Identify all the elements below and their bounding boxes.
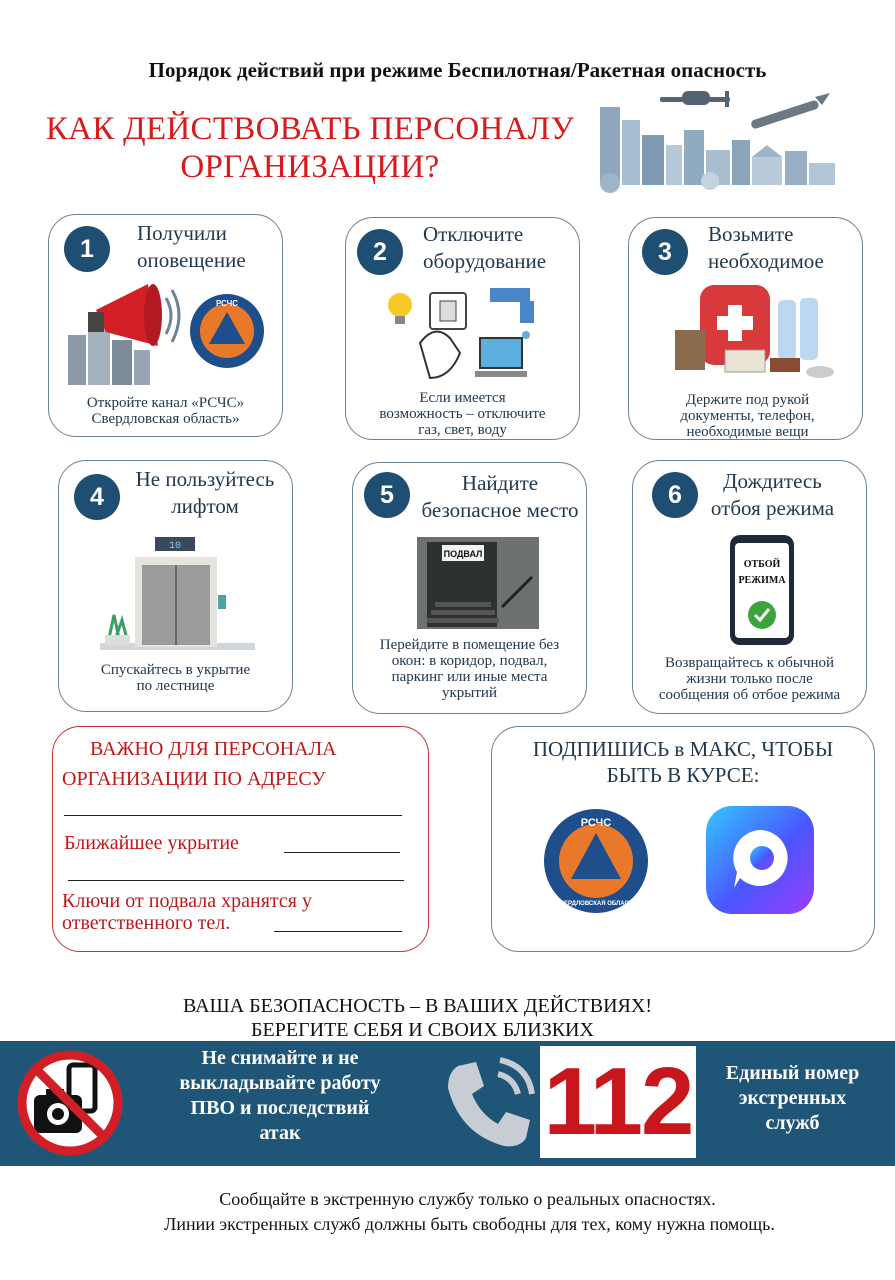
phone-line [274,931,402,932]
elevator-floor-display: 10 [168,541,182,552]
slogan: ВАША БЕЗОПАСНОСТЬ – В ВАШИХ ДЕЙСТВИЯХ! БЕРЕГИТЕ СЕБЯ И СВОИХ БЛИЗКИХ [183,995,652,1041]
footer-note: Сообщайте в экстренную службу только о реальных опасностях. Линии экстренных служб должны быть свободны для тех, кому нужна помощь. [164,1189,775,1234]
step-number-4: 4 [74,474,120,520]
blank-line [68,880,404,881]
shelter-label: Ближайшее укрытие [64,832,239,854]
step-title-4: Не пользуйтесь лифтом [135,467,275,518]
loudspeaker-icon [66,280,186,385]
emergency-number-label: Единый номер экстренных служб [725,1062,860,1134]
max-messenger-icon[interactable] [704,804,816,916]
no-filming-warning: Не снимайте и не выкладывайте работу ПВО и последствий атак [179,1047,381,1144]
step-caption-5: Перейдите в помещение без окон: в коридор, подвал, паркинг или иные места укрытий [379,637,560,701]
rschs-logo-text: РСЧС [215,299,239,308]
city-drones-illustration [590,85,845,195]
step-number-6: 6 [652,472,698,518]
step-caption-6: Возвращайтесь к обычной жизни только после сообщения об отбое режима [658,655,841,703]
rschs-channel-region: СВЕРДЛОВСКАЯ ОБЛАСТЬ [555,901,637,907]
basement-illustration [417,537,539,629]
step-number-3: 3 [642,229,688,275]
phone-text-2: РЕЖИМА [738,575,786,586]
rschs-channel-logo[interactable] [537,805,655,917]
subscribe-title: ПОДПИШИСЬ в МАКС, ЧТОБЫ БЫТЬ В КУРСЕ: [532,737,834,787]
step-title-3: Возьмите необходимое [708,222,824,273]
step-number-2: 2 [357,229,403,275]
step-caption-4: Спускайтесь в укрытие по лестнице [100,662,251,694]
switch-off-illustration [380,283,555,388]
phone-all-clear-illustration [728,533,796,647]
step-caption-1: Откройте канал «РСЧС» Свердловская область» [86,395,245,427]
step-number-5: 5 [364,472,410,518]
step-caption-2: Если имеется возможность – отключите газ, свет, воду [379,390,546,438]
phone-text-1: ОТБОЙ [743,559,781,570]
keys-label: Ключи от подвала хранятся у ответственного тел. [62,890,312,934]
main-title: КАК ДЕЙСТВОВАТЬ ПЕРСОНАЛУ ОРГАНИЗАЦИИ? [45,111,575,185]
step-title-5: Найдите безопасное место [421,471,579,522]
elevator-illustration [100,535,255,650]
important-title: ВАЖНО ДЛЯ ПЕРСОНАЛА ОРГАНИЗАЦИИ ПО АДРЕСУ [62,738,337,790]
phone-call-icon [440,1052,540,1156]
step-title-6: Дождитесь отбоя режима [710,469,835,520]
no-camera-icon [14,1047,126,1159]
emergency-kit-illustration [670,280,845,385]
shelter-line [284,852,400,853]
address-line [64,815,402,816]
emergency-number[interactable]: 112 [540,1046,696,1158]
rschs-channel-logo-text: РСЧС [580,817,612,829]
step-title-1: Получили оповещение [137,221,246,272]
step-title-2: Отключите оборудование [423,222,547,273]
step-caption-3: Держите под рукой документы, телефон, необходимые вещи [680,392,815,440]
step-number-1: 1 [64,226,110,272]
basement-sign: ПОДВАЛ [443,549,483,559]
top-title: Порядок действий при режиме Беспилотная/Ракетная опасность [148,58,767,82]
rschs-logo [188,292,266,370]
